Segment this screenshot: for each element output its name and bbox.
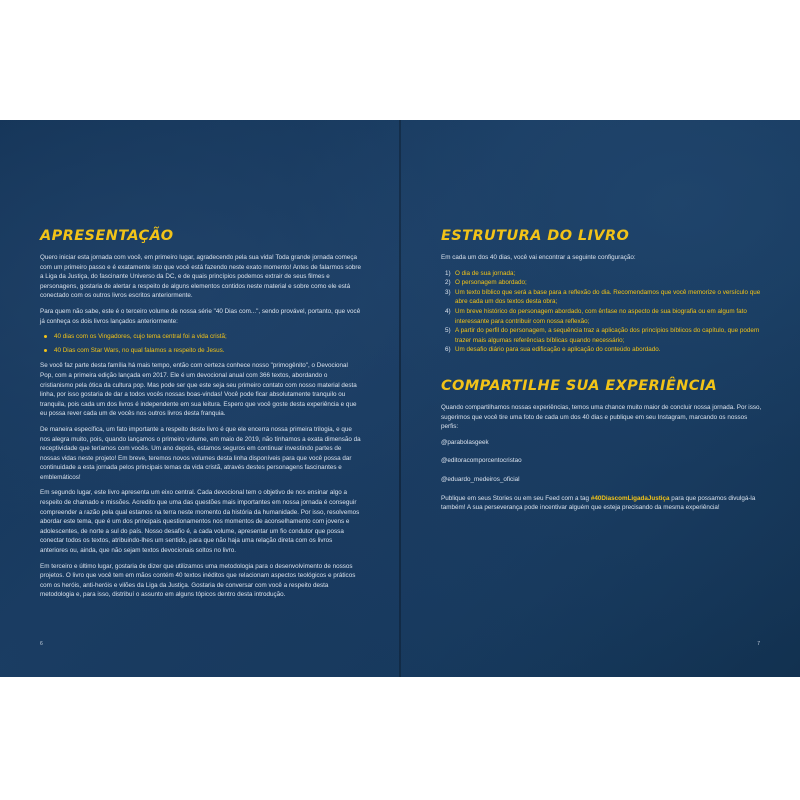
structure-heading: ESTRUTURA DO LIVRO	[441, 228, 630, 244]
presentation-paragraph-2: Para quem não sabe, este é o terceiro volume de nossa série "40 Dias com...", sendo provável, portanto, que você já conheça os dois livros lançados anteriormente:	[40, 307, 361, 325]
list-item: 6) Um desafio diário para sua edificação e aplicação do conteúdo abordado.	[445, 346, 661, 354]
share-paragraph-2: Publique em seus Stories ou em seu Feed com a tag #40DiascomLigadaJustiça para que possamos divulgá-la também! A sua perseverança pode incentivar alguém que esteja precisando da mesma experiência!	[441, 494, 756, 512]
instagram-handle: @editoracomporcentocristao	[441, 457, 522, 465]
instagram-handle: @eduardo_medeiros_oficial	[441, 475, 520, 483]
structure-intro: Em cada um dos 40 dias, você vai encontrar a seguinte configuração:	[441, 254, 636, 261]
bullet-icon	[44, 349, 47, 352]
presentation-paragraph-6: Em terceiro e último lugar, gostaria de dizer que utilizamos uma metodologia para o desenvolvimento de nossos projetos. O livro que você tem em mãos contém 40 textos inéditos que relacionam aspectos teológicos e práticos com os heróis, anti-heróis e vilões da Liga da Justiça. Gostaria de conversar com você a respeito desta metodologia e, para isso, distribuí o assunto em alguns tópicos dentro desta introdução.	[40, 562, 356, 599]
book-spread	[0, 120, 800, 677]
presentation-heading: APRESENTAÇÃO	[40, 228, 174, 244]
left-page-content	[40, 227, 362, 606]
list-item: 2) O personagem abordado;	[445, 279, 527, 287]
structure-list	[441, 269, 763, 355]
hashtag: #40DiascomLigadaJustiça	[590, 494, 670, 502]
right-page-content	[441, 227, 763, 519]
previous-books-list	[40, 332, 362, 355]
left-page	[0, 120, 399, 677]
right-page	[401, 120, 800, 677]
presentation-paragraph-1: Quero iniciar esta jornada com você, em primeiro lugar, agradecendo pela sua vida! Toda grande jornada começa com um primeiro passo e é exatamente isto que você está fazendo neste exato momento! Antes de falarmos sobre a Liga da Justiça, do fascinante Universo da DC, e de quais princípios podemos extrair de seus filmes e personagens, gostaria de alertar a respeito de alguns elementos contidos neste material e sobre como ele está conectado com os outros livros escritos anteriormente.	[40, 254, 361, 300]
page-number: 7	[757, 641, 760, 647]
list-item: 1) O dia de sua jornada;	[445, 269, 516, 277]
list-item: 3) Um texto bíblico que será a base para a reflexão do dia. Recomendamos que você memorize o versículo que abre cada um dos textos desta obra;	[445, 288, 761, 306]
share-paragraph-1: Quando compartilhamos nossas experiências, temos uma chance muito maior de concluir nossa jornada. Por isso, sugerimos que você tire uma foto de cada um dos 40 dias e publique em seu Instagram, marcando os nossos perfis:	[441, 403, 762, 431]
instagram-handle: @parabolasgeek	[441, 438, 489, 446]
list-item: 5) A partir do perfil do personagem, a sequência traz a aplicação dos princípios bíblicos do capítulo, que podem trazer mais algumas referências bíblicas quando necessário;	[445, 327, 760, 344]
page-number: 6	[40, 641, 43, 647]
list-item: 40 Dias com Star Wars, no qual falamos a respeito de Jesus.	[54, 346, 362, 356]
list-item: 40 dias com os Vingadores, cujo tema central foi a vida cristã;	[54, 332, 362, 342]
list-item: 4) Um breve histórico do personagem abordado, com ênfase no aspecto de sua biografia ou em algum fato interessante para contribuir com nossa reflexão;	[445, 307, 747, 325]
presentation-paragraph-4: De maneira específica, um fato importante a respeito deste livro é que ele encerra nossa primeira trilogia, e que nos alegra muito, pois, quando lançamos o primeiro volume, em maio de 2019, não tínhamos a exata dimensão da receptividade que teríamos com vocês. Um ano depois, estamos seguros em continuar investindo partes de nossas vidas neste projeto! Em breve, teremos novos volumes desta linha disponíveis para que você possa dar continuidade a esta jornada pelos principais temas da vida cristã, através destes personagens fascinantes e emblemáticos!	[40, 425, 361, 481]
share-heading: COMPARTILHE SUA EXPERIÊNCIA	[441, 377, 718, 394]
bullet-icon	[44, 335, 47, 338]
presentation-paragraph-5: Em segundo lugar, este livro apresenta um eixo central. Cada devocional tem o objetivo de nos ensinar algo a respeito de chamado e missões. Acredito que uma das questões mais importantes em nossa jornada é conseguir compreender a razão pela qual estamos na terra neste momento da história da humanidade. Por isso, resolvemos abordar este tema, que é um dos principais questionamentos nos momentos de aconselhamento com jovens e adolescentes, de norte a sul do país. Nosso desafio é, a cada volume, apresentar um fio condutor que possa conectar todos os textos, atribuindo-lhes um sentido, para que não haja uma relação direta com os livros anteriores ou, ainda, que não sejam textos devocionais soltos no livro.	[40, 489, 360, 555]
presentation-paragraph-3: Se você faz parte desta família há mais tempo, então com certeza conhece nosso "primogênito", o Devocional Pop, com a primeira edição lançada em 2017. Ele é um devocional anual com 366 textos, abordando o cristianismo pela ótica da cultura pop. Mas pode ser que este seja seu primeiro contato com nosso material desta linha, por isso gostaria de dar a todos vocês nossas boas-vindas! Você pode ficar absolutamente tranquilo ou tranquila, pois cada um dos livros é independente em sua leitura. Espero que você goste desta experiência e que eu possa rever cada um de vocês nos outros livros desta franquia.	[40, 362, 357, 418]
